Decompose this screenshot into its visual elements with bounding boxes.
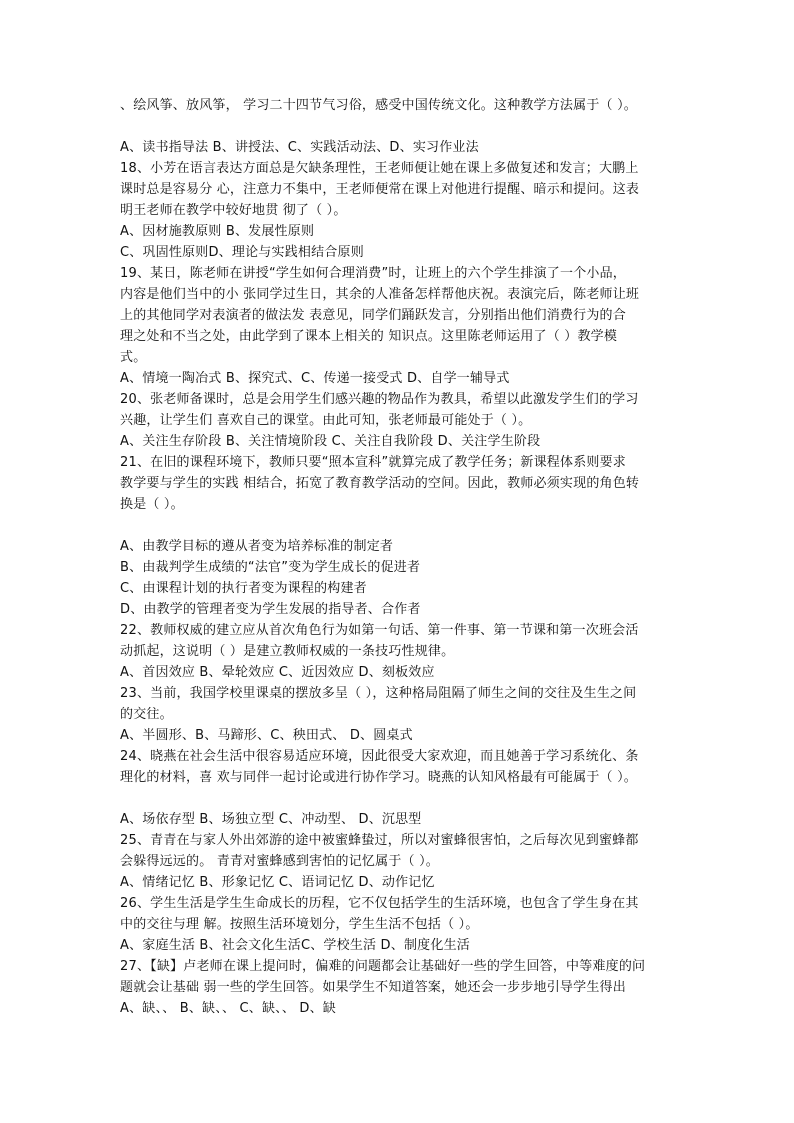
text-line: 理化的材料，喜 欢与同伴一起讨论或进行协作学习。晓燕的认知风格最有可能属于（ ）。	[120, 770, 637, 785]
text-line: 教学要与学生的实践 相结合，拓宽了教育教学活动的空间。因此，教师必须实现的角色转	[120, 476, 640, 491]
text-line: 兴趣，让学生们 喜欢自己的课堂。由此可知，张老师最可能处于（ ）。	[120, 413, 532, 428]
text-line: 中的交往与理 解。按照生活环境划分，学生生活不包括（ ）。	[120, 917, 479, 932]
text-line: 理之处和不当之处，由此学到了课本上相关的 知识点。这里陈老师运用了（ ）教学模	[120, 329, 618, 344]
text-line: A、家庭生活 B、社会文化生活C、学校生活 D、制度化生活	[120, 938, 470, 953]
text-line: C、由课程计划的执行者变为课程的构建者	[120, 581, 367, 596]
text-line: 26、学生生活是学生生命成长的历程，它不仅包括学生的生活环境，也包含了学生身在其	[120, 896, 639, 911]
text-line: A、关注生存阶段 B、关注情境阶段 C、关注自我阶段 D、关注学生阶段	[120, 434, 541, 449]
text-line: 明王老师在教学中较好地贯 彻了（ ）。	[120, 203, 347, 218]
text-line: 上的其他同学对表演者的做法发 表意见，同学们踊跃发言，分别指出他们消费行为的合	[120, 308, 626, 323]
text-line: 、绘风筝、放风筝， 学习二十四节气习俗，感受中国传统文化。这种教学方法属于（ ）。	[120, 98, 637, 113]
text-line: 题就会让基础 弱一些的学生回答。如果学生不知道答案，她还会一步步地引导学生得出	[120, 980, 626, 995]
text-line: 课时总是容易分 心，注意力不集中，王老师便常在课上对他进行提醒、暗示和提问。这表	[120, 182, 640, 197]
text-line: A、首因效应 B、晕轮效应 C、近因效应 D、刻板效应	[120, 665, 435, 680]
text-line: 20、张老师备课时，总是会用学生们感兴趣的物品作为教具，希望以此激发学生们的学习	[120, 392, 639, 407]
text-line: 19、某日，陈老师在讲授“学生如何合理消费”时，让班上的六个学生排演了一个小品，	[120, 266, 627, 281]
text-line: 18、小芳在语言表达方面总是欠缺条理性，王老师便让她在课上多做复述和发言；大鹏上	[120, 161, 639, 176]
text-line: 动抓起，这说明（ ）是建立教师权威的一条技巧性规律。	[120, 644, 455, 659]
text-line: 内容是他们当中的小 张同学过生日，其余的人准备怎样帮他庆祝。表演完后，陈老师让班	[120, 287, 640, 302]
text-line: A、由教学目标的遵从者变为培养标准的制定者	[120, 539, 394, 554]
text-line: D、由教学的管理者变为学生发展的指导者、合作者	[120, 602, 421, 617]
text-line: 25、青青在与家人外出郊游的途中被蜜蜂蛰过，所以对蜜蜂很害怕，之后每次见到蜜蜂都	[120, 833, 639, 848]
text-line: A、读书指导法 B、讲授法、C、实践活动法、D、实习作业法	[120, 140, 479, 155]
text-line: 22、教师权威的建立应从首次角色行为如第一句话、第一件事、第一节课和第一次班会活	[120, 623, 639, 638]
text-line: 24、晓燕在社会生活中很容易适应环境，因此很受大家欢迎，而且她善于学习系统化、条	[120, 749, 639, 764]
text-line: A、情境一陶冶式 B、探究式、C、传递一接受式 D、自学一辅导式	[120, 371, 510, 386]
text-line: 换是（ ）。	[120, 497, 184, 512]
text-line: 23、当前，我国学校里课桌的摆放多呈（ ），这种格局阻隔了师生之间的交往及生生之间	[120, 686, 637, 701]
text-line: A、缺、、 B、缺、、 C、缺、、 D、缺	[120, 1001, 336, 1016]
text-line: 27、【缺】卢老师在课上提问时，偏难的问题都会让基础好一些的学生回答，中等难度的问	[120, 959, 646, 974]
text-line: 的交往。	[120, 707, 173, 722]
text-line: A、场依存型 B、场独立型 C、冲动型、 D、沉思型	[120, 812, 422, 827]
text-line: A、因材施教原则 B、发展性原则	[120, 224, 315, 239]
text-line: A、半圆形、B、马蹄形、C、秧田式、 D、圆桌式	[120, 728, 413, 743]
text-line: 21、在旧的课程环境下，教师只要“照本宣科”就算完成了教学任务；新课程体系则要求	[120, 455, 627, 470]
text-line: A、情绪记忆 B、形象记忆 C、语词记忆 D、动作记忆	[120, 875, 435, 890]
text-line: C、巩固性原则D、理论与实践相结合原则	[120, 245, 364, 260]
text-line: 会躲得远远的。 青青对蜜蜂感到害怕的记忆属于（ ）。	[120, 854, 439, 869]
text-line: 式。	[120, 350, 147, 365]
text-line: B、由裁判学生成绩的“法官”变为学生成长的促进者	[120, 560, 421, 575]
